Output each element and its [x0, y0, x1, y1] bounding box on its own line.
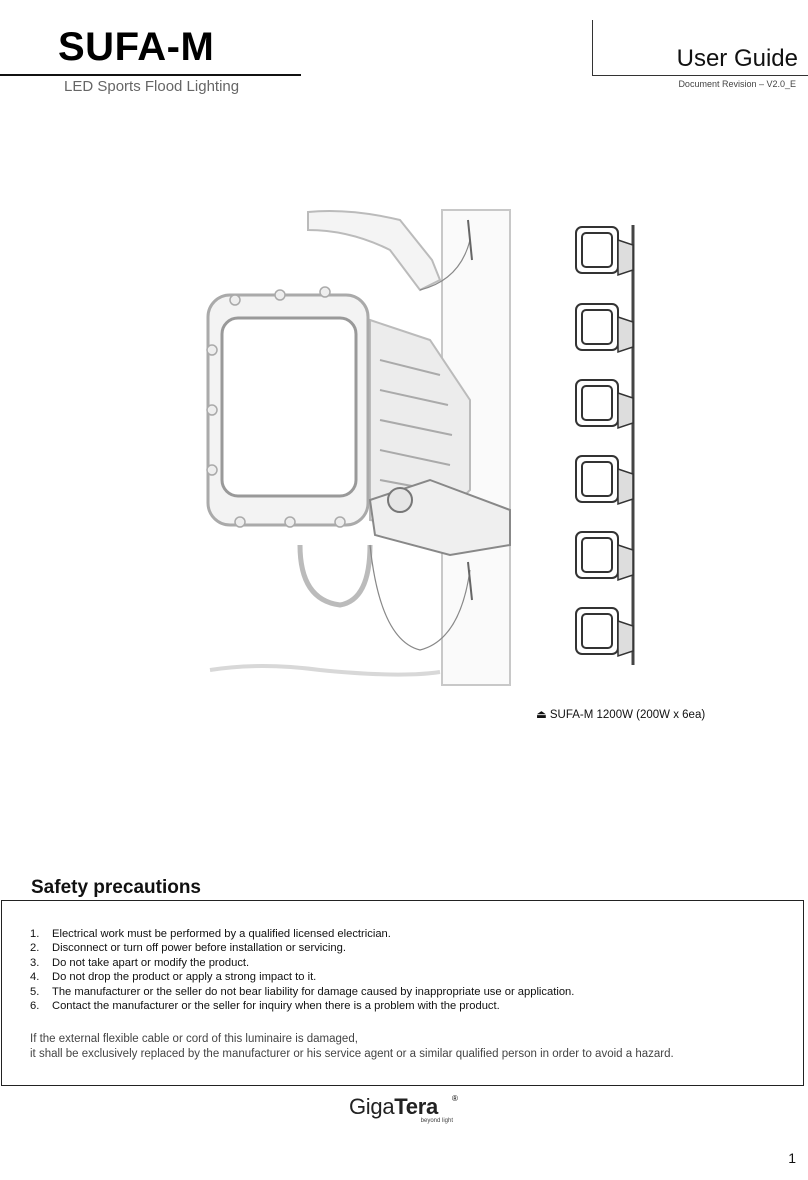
registered-mark: ® — [452, 1094, 458, 1103]
eject-triangle-icon: ⏏ — [536, 709, 547, 721]
precaution-text: The manufacturer or the seller do not bear liability for damage caused by inappropriate use or application. — [52, 985, 575, 998]
document-type: User Guide — [676, 45, 798, 72]
precaution-item — [30, 941, 574, 955]
page-number: 1 — [788, 1150, 796, 1166]
precaution-number: 5. — [30, 985, 40, 998]
document-revision: Document Revision – V2.0_E — [678, 79, 796, 89]
cable-replacement-note — [30, 1032, 674, 1062]
cable-note-line: If the external flexible cable or cord of this luminaire is damaged, — [30, 1033, 358, 1045]
header-divider-vertical — [592, 20, 593, 76]
logo-wordmark-tera: Tera — [394, 1094, 438, 1119]
precaution-number: 6. — [30, 1000, 40, 1013]
precaution-text: Do not take apart or modify the product. — [52, 956, 250, 969]
precaution-item — [30, 956, 574, 970]
product-subtitle: LED Sports Flood Lighting — [64, 78, 240, 95]
precaution-item — [30, 970, 574, 984]
precaution-text: Disconnect or turn off power before installation or servicing. — [52, 942, 346, 955]
logo-wordmark — [349, 1094, 463, 1120]
precaution-item — [30, 985, 574, 999]
six-floodlight-array-drawing — [576, 225, 633, 665]
product-illustration — [200, 200, 650, 695]
floodlight-closeup-drawing — [207, 210, 510, 685]
logo-tagline: beyond light — [420, 1118, 453, 1124]
title-underline — [0, 74, 301, 76]
logo-wordmark-giga: Giga — [349, 1094, 395, 1119]
precaution-number: 2. — [30, 942, 40, 955]
precaution-number: 3. — [30, 956, 40, 969]
safety-heading: Safety precautions — [31, 877, 201, 898]
precaution-text: Do not drop the product or apply a strong impact to it. — [52, 971, 317, 984]
precaution-number: 1. — [30, 928, 40, 940]
figure-caption — [536, 708, 705, 722]
figure-caption-text: SUFA-M 1200W (200W x 6ea) — [549, 709, 706, 721]
precaution-item — [30, 927, 574, 941]
gigatera-logo — [349, 1094, 463, 1128]
precaution-text: Electrical work must be performed by a qualified licensed electrician. — [52, 928, 391, 940]
precaution-number: 4. — [30, 971, 40, 984]
precautions-list — [30, 927, 574, 1013]
precaution-text: Contact the manufacturer or the seller for inquiry when there is a problem with the product. — [52, 1000, 500, 1013]
header-divider-horizontal — [592, 75, 808, 76]
product-title: SUFA-M — [58, 25, 215, 69]
cable-note-line: it shall be exclusively replaced by the manufacturer or his service agent or a similar qualified person in order to avoid a hazard. — [30, 1048, 674, 1060]
safety-box — [1, 900, 804, 1086]
precaution-item — [30, 999, 574, 1013]
